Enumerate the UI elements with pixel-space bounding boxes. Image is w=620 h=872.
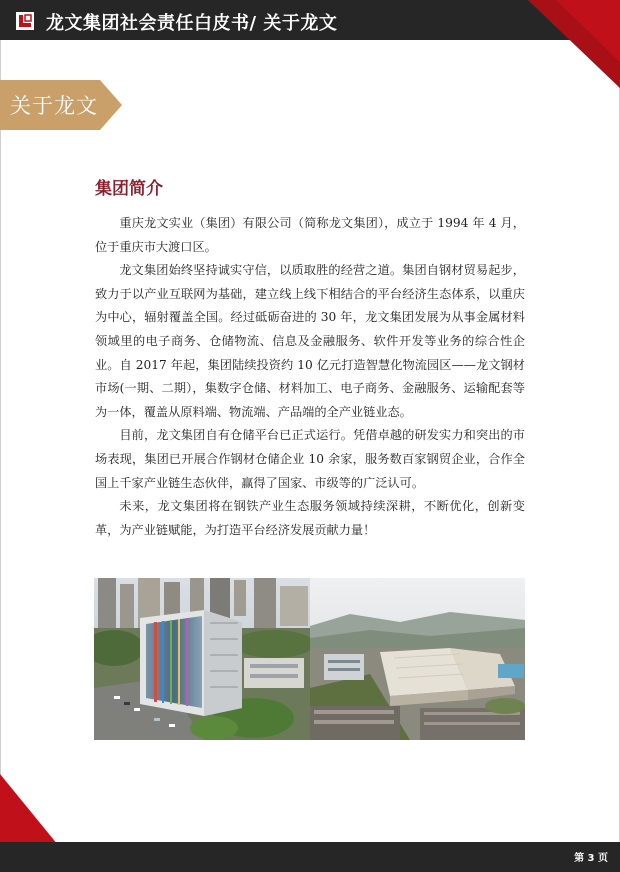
section-tag-label: 关于龙文: [10, 94, 98, 118]
paragraph: 未来，龙文集团将在钢铁产业生态服务领域持续深耕，不断优化，创新变革，为产业链赋能，为打造平台经济发展贡献力量！: [95, 499, 525, 537]
body-text: [95, 212, 525, 542]
corner-decoration-top-right: [528, 0, 620, 88]
page-number: 第 3 页: [574, 853, 608, 864]
section-heading: 集团简介: [95, 179, 163, 199]
page-header: [0, 0, 620, 40]
paragraph: 龙文集团始终坚持诚实守信，以质取胜的经营之道。集团自钢材贸易起步，致力于以产业互联网为基础，建立线上线下相结合的平台经济生态体系，以重庆为中心，辐射覆盖全国。经过砥砺奋进的 30 年，龙文集团发展为从事金属材料领域里的电子商务、仓储物流、信息及金融服务、软件开发等业务的综合性企业。自 2017 年起，集团陆续投资约 10 亿元打造智慧化物流园区——龙文钢材市场(一期、二期），集数字仓储、材料加工、电子商务、金融服务、运输配套等为一体，覆盖从原料端、物流端、产品端的全产业链业态。: [95, 263, 525, 419]
section-tag: [0, 80, 122, 130]
longwen-logo-icon: [16, 12, 34, 30]
photo-office-building: [94, 578, 310, 740]
photo-logistics-park: [310, 578, 525, 740]
paragraph: 重庆龙文实业（集团）有限公司（简称龙文集团），成立于 1994 年 4 月，位于重庆市大渡口区。: [95, 216, 525, 254]
paragraph: 目前，龙文集团自有仓储平台已正式运行。凭借卓越的研发实力和突出的市场表现，集团已开展合作钢材仓储企业 10 余家，服务数百家钢贸企业，合作全国上千家产业链生态伙伴，赢得了国家、市级等的广泛认可。: [95, 428, 525, 490]
page-footer: [0, 842, 620, 872]
header-title: 龙文集团社会责任白皮书/ 关于龙文: [46, 13, 338, 34]
